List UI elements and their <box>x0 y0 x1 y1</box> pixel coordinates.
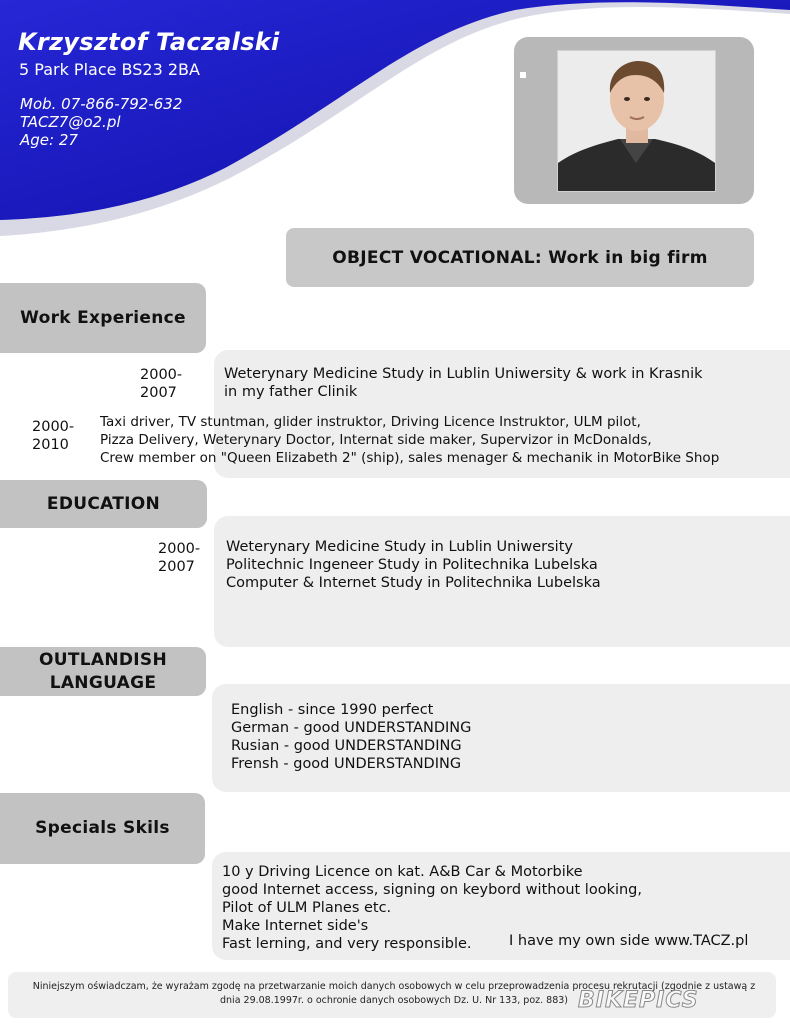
skill-line-1: 10 y Driving Licence on kat. A&B Car & Motorbike <box>222 864 583 880</box>
language-line-3: Rusian - good UNDERSTANDING <box>231 738 462 754</box>
consent-line-1: Niniejszym oświadczam, że wyrażam zgodę na przetwarzanie moich danych osobowych w celu przeprowadzenia procesu rekrutacji (zgodnie z ustawą z <box>32 981 756 992</box>
candidate-age: Age: 27 <box>20 131 78 149</box>
work-entry-1-line-1: Weterynary Medicine Study in Lublin Uniwersity & work in Krasnik <box>224 366 703 382</box>
skill-line-2: good Internet access, signing on keybord without looking, <box>222 882 642 898</box>
candidate-address: 5 Park Place BS23 2BA <box>19 60 200 79</box>
work-entry-2-line-1: Taxi driver, TV stuntman, glider instruktor, Driving Licence Instruktor, ULM pilot, <box>100 414 641 430</box>
consent-line-2: dnia 29.08.1997r. o ochronie danych osobowych Dz. U. Nr 133, poz. 883) <box>220 995 568 1006</box>
candidate-mobile: Mob. 07-866-792-632 <box>20 95 183 113</box>
education-line-2: Politechnic Ingeneer Study in Politechnika Lubelska <box>226 557 598 573</box>
language-line-1: English - since 1990 perfect <box>231 702 434 718</box>
language-line-2: German - good UNDERSTANDING <box>231 720 472 736</box>
candidate-name: Krzysztof Taczalski <box>18 28 280 56</box>
profile-photo <box>557 50 716 192</box>
education-line-1: Weterynary Medicine Study in Lublin Uniwersity <box>226 539 573 555</box>
language-line-4: Frensh - good UNDERSTANDING <box>231 756 462 772</box>
languages-title-line-1: OUTLANDISH <box>39 649 167 670</box>
education-year-start: 2000- <box>158 541 201 557</box>
skill-line-4: Make Internet side's <box>222 918 369 934</box>
objective-banner: OBJECT VOCATIONAL: Work in big firm <box>286 228 754 287</box>
work-entry-2-line-3: Crew member on "Queen Elizabeth 2" (ship), sales menager & mechanik in MotorBike Shop <box>100 450 720 466</box>
work-entry-1-year-start: 2000- <box>140 367 183 383</box>
watermark-logo: BIKEPICS <box>578 988 699 1013</box>
work-entry-2-year-end: 2010 <box>32 437 69 453</box>
work-entry-1-year-end: 2007 <box>140 385 177 401</box>
work-entry-1-line-2: in my father Clinik <box>224 384 358 400</box>
section-tab-languages <box>0 647 206 696</box>
education-year-end: 2007 <box>158 559 195 575</box>
section-tab-work-experience: Work Experience <box>0 283 206 353</box>
section-tab-skills: Specials Skils <box>0 793 205 864</box>
work-entry-2-line-2: Pizza Delivery, Weterynary Doctor, Internat side maker, Supervizor in McDonalds, <box>100 432 652 448</box>
languages-title-line-2: LANGUAGE <box>49 672 157 693</box>
skill-line-3: Pilot of ULM Planes etc. <box>222 900 392 916</box>
photo-frame-dot <box>520 72 526 78</box>
skill-line-5: Fast lerning, and very responsible. <box>222 936 472 952</box>
education-line-3: Computer & Internet Study in Politechnika Lubelska <box>226 575 601 591</box>
skill-side-note: I have my own side www.TACZ.pl <box>509 933 749 949</box>
work-entry-2-year-start: 2000- <box>32 419 75 435</box>
section-tab-education: EDUCATION <box>0 480 207 528</box>
candidate-email: TACZ7@o2.pl <box>20 113 121 131</box>
